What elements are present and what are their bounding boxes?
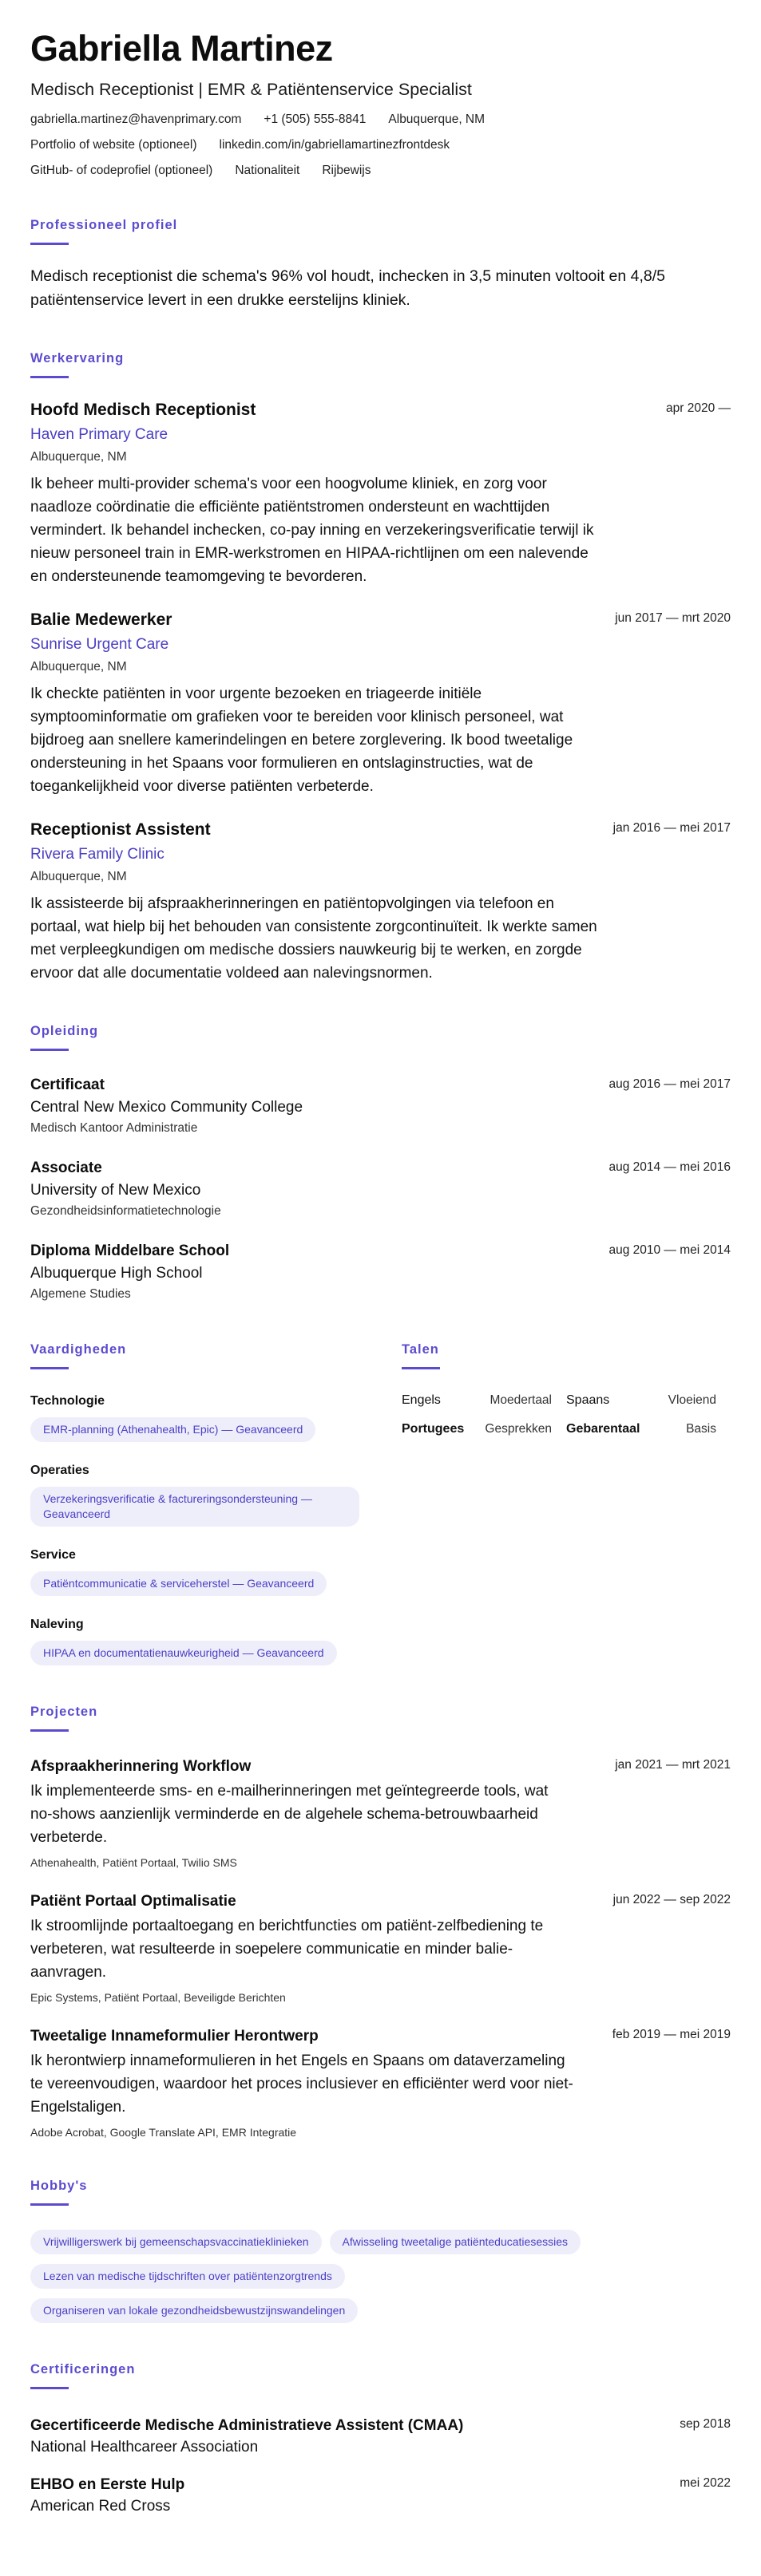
- experience-entry: [30, 609, 731, 798]
- languages-grid: [402, 1393, 731, 1436]
- skill-group: [30, 1393, 394, 1442]
- project-description: Ik herontwierp innameformulieren in het Engels en Spaans om dataverzameling te vereenvoudigen, waardoor het proces inclusiever en efficiënter werd voor niet-Engelstaligen.: [30, 2053, 573, 2116]
- section-divider: [30, 1049, 69, 1051]
- skill-tag: EMR-planning (Athenahealth, Epic) — Geavanceerd: [30, 1417, 315, 1442]
- skill-group: [30, 1617, 394, 1665]
- degree: Certificaat: [30, 1077, 105, 1093]
- certification-date: sep 2018: [680, 2417, 731, 2431]
- certification-name: Gecertificeerde Medische Administratieve Assistent (CMAA): [30, 2417, 464, 2434]
- nationality: Nationaliteit: [235, 164, 300, 177]
- portfolio-link[interactable]: Portfolio of website (optioneel): [30, 138, 197, 152]
- school: Central New Mexico Community College: [30, 1099, 303, 1116]
- certification-name: EHBO en Eerste Hulp: [30, 2476, 185, 2493]
- project-dates: jun 2022 — sep 2022: [612, 1893, 731, 1906]
- hobby-tag: Vrijwilligerswerk bij gemeenschapsvaccinatieklinieken: [30, 2230, 322, 2254]
- experience-section: [30, 350, 731, 985]
- project-name: Afspraakherinnering Workflow: [30, 1758, 252, 1775]
- language-name: Gebarentaal: [566, 1422, 640, 1436]
- section-divider: [30, 1367, 69, 1369]
- resume-header: [30, 27, 731, 179]
- project-tech: Epic Systems, Patiënt Portaal, Beveiligde Berichten: [30, 1991, 286, 2004]
- job-location: Albuquerque, NM: [30, 660, 127, 674]
- school: Albuquerque High School: [30, 1265, 203, 1282]
- hobbies-section: [30, 2178, 731, 2333]
- project-dates: jan 2021 — mrt 2021: [615, 1758, 731, 1772]
- field-of-study: Gezondheidsinformatietechnologie: [30, 1204, 221, 1218]
- education-entry: [30, 1075, 731, 1137]
- section-title: Certificeringen: [30, 2362, 136, 2376]
- employer: Haven Primary Care: [30, 426, 168, 443]
- project-description: Ik implementeerde sms- en e-mailherinneringen met geïntegreerde tools, wat no-shows aanzienlijk verminderde en de algehele schema-betrouwbaarheid verbeterde.: [30, 1783, 549, 1846]
- location: Albuquerque, NM: [388, 113, 486, 126]
- section-divider: [402, 1367, 440, 1369]
- contact-row: [30, 112, 731, 128]
- job-description: Ik checkte patiënten in voor urgente bezoeken en triageerde initiële symptoominformatie om grafieken voor te bereiden voor klinisch personeel, wat bijdroeg aan snellere kamerindelingen en betere zorglevering. Ik bood tweetalige ondersteuning in het Spaans voor formulieren en ontslaginstructies, wat de toegankelijkheid voor diverse patiënten verbeterde.: [30, 685, 573, 795]
- contact-row: [30, 163, 731, 179]
- certifications-section: [30, 2361, 731, 2517]
- summary-section: [30, 217, 731, 312]
- language-level: Vloeiend: [668, 1393, 716, 1407]
- education-dates: aug 2016 — mei 2017: [608, 1077, 731, 1091]
- skill-group: [30, 1463, 394, 1527]
- project-tech: Adobe Acrobat, Google Translate API, EMR Integratie: [30, 2126, 297, 2139]
- skill-group: [30, 1547, 394, 1596]
- contact-row: [30, 137, 731, 153]
- education-entry: [30, 1241, 731, 1303]
- experience-entry: [30, 819, 731, 985]
- job-dates: jan 2016 — mei 2017: [612, 821, 731, 835]
- job-location: Albuquerque, NM: [30, 450, 127, 464]
- project-entry: [30, 1891, 731, 2005]
- job-dates: jun 2017 — mrt 2020: [615, 611, 731, 625]
- employer: Rivera Family Clinic: [30, 846, 164, 863]
- employer: Sunrise Urgent Care: [30, 636, 169, 653]
- project-name: Patiënt Portaal Optimalisatie: [30, 1893, 236, 1910]
- job-title: Balie Medewerker: [30, 610, 172, 629]
- github-link[interactable]: GitHub- of codeprofiel (optioneel): [30, 164, 213, 177]
- job-description: Ik beheer multi-provider schema's voor een hoogvolume kliniek, en zorg voor naadloze coördinatie die efficiënte patiëntstromen ondersteunt en wachttijden vermindert. Ik behandel inchecken, co-pay inning en verzekeringsverificatie terwijl ik nieuw personeel train in EMR-werkstromen en HIPAA-richtlijnen om een nalevende en ondersteunende teamomgeving te bevorderen.: [30, 476, 594, 585]
- education-entry: [30, 1158, 731, 1220]
- section-title: Talen: [402, 1342, 439, 1357]
- certification-entry: [30, 2415, 731, 2458]
- project-dates: feb 2019 — mei 2019: [612, 2028, 731, 2041]
- job-description: Ik assisteerde bij afspraakherinneringen en patiëntopvolgingen via telefoon en portaal, wat hielp bij het behouden van consistente zorgcontinuïteit. Ik werkte samen met verpleegkundigen om medische dossiers nauwkeurig bij te werken, en zorgde ervoor dat alle documentatie voldeed aan nalevingsnormen.: [30, 895, 597, 982]
- hobby-list: [30, 2230, 653, 2333]
- candidate-name: Gabriella Martinez: [30, 28, 333, 69]
- language-name: Engels: [402, 1393, 441, 1407]
- project-name: Tweetalige Innameformulier Herontwerp: [30, 2028, 319, 2045]
- projects-section: [30, 1704, 731, 2139]
- section-divider: [30, 2203, 69, 2206]
- education-dates: aug 2014 — mei 2016: [608, 1160, 731, 1174]
- job-title: Receptionist Assistent: [30, 820, 211, 839]
- skill-category: Technologie: [30, 1394, 105, 1408]
- experience-entry: [30, 399, 731, 588]
- school: University of New Mexico: [30, 1182, 201, 1199]
- headline: Medisch Receptionist | EMR & Patiëntenservice Specialist: [30, 80, 472, 99]
- language-level: Gesprekken: [485, 1422, 552, 1436]
- education-dates: aug 2010 — mei 2014: [608, 1243, 731, 1257]
- section-title: Vaardigheden: [30, 1342, 127, 1357]
- language-name: Spaans: [566, 1393, 610, 1407]
- section-divider: [30, 1729, 69, 1732]
- phone-number[interactable]: +1 (505) 555-8841: [264, 113, 367, 126]
- degree: Associate: [30, 1160, 102, 1176]
- job-location: Albuquerque, NM: [30, 870, 127, 883]
- section-title: Professioneel profiel: [30, 218, 178, 232]
- language-level: Basis: [686, 1422, 716, 1436]
- project-entry: [30, 1756, 731, 1870]
- job-dates: apr 2020 —: [666, 401, 731, 415]
- section-title: Werkervaring: [30, 351, 125, 365]
- skills-section: [30, 1341, 394, 1665]
- field-of-study: Medisch Kantoor Administratie: [30, 1121, 198, 1135]
- skill-category: Operaties: [30, 1464, 89, 1477]
- language-name: Portugees: [402, 1422, 465, 1436]
- skill-tag: Verzekeringsverificatie & factureringsondersteuning — Geavanceerd: [30, 1487, 359, 1527]
- section-title: Opleiding: [30, 1024, 99, 1038]
- education-section: [30, 1023, 731, 1303]
- section-divider: [30, 2387, 69, 2389]
- skill-tag: HIPAA en documentatienauwkeurigheid — Geavanceerd: [30, 1641, 337, 1665]
- skill-category: Service: [30, 1548, 76, 1562]
- hobby-tag: Organiseren van lokale gezondheidsbewustzijnswandelingen: [30, 2298, 358, 2323]
- project-tech: Athenahealth, Patiënt Portaal, Twilio SMS: [30, 1856, 237, 1869]
- certification-issuer: American Red Cross: [30, 2498, 171, 2515]
- hobby-tag: Lezen van medische tijdschriften over patiëntenzorgtrends: [30, 2264, 345, 2289]
- email-link[interactable]: gabriella.martinez@havenprimary.com: [30, 113, 242, 126]
- skill-tag: Patiëntcommunicatie & serviceherstel — Geavanceerd: [30, 1571, 327, 1596]
- hobby-tag: Afwisseling tweetalige patiënteducatiesessies: [330, 2230, 581, 2254]
- project-entry: [30, 2025, 731, 2139]
- certification-entry: [30, 2474, 731, 2517]
- section-title: Hobby's: [30, 2179, 88, 2193]
- field-of-study: Algemene Studies: [30, 1287, 131, 1301]
- job-title: Hoofd Medisch Receptionist: [30, 401, 256, 419]
- section-divider: [30, 243, 69, 245]
- drivers-license: Rijbewijs: [322, 164, 371, 177]
- languages-section: [394, 1341, 731, 1665]
- certification-issuer: National Healthcareer Association: [30, 2439, 259, 2455]
- section-divider: [30, 376, 69, 378]
- linkedin-link[interactable]: linkedin.com/in/gabriellamartinezfrontdesk: [219, 138, 450, 152]
- certification-date: mei 2022: [680, 2476, 731, 2490]
- skills-languages-row: [30, 1341, 731, 1665]
- language-level: Moedertaal: [489, 1393, 552, 1407]
- summary-text: Medisch receptionist die schema's 96% vol houdt, inchecken in 3,5 minuten voltooit en 4,8/5 patiëntenservice levert in een drukke eerstelijns kliniek.: [30, 267, 666, 309]
- skill-category: Naleving: [30, 1618, 84, 1631]
- project-description: Ik stroomlijnde portaaltoegang en berichtfuncties om patiënt-zelfbediening te verbeteren, wat resulteerde in soepelere communicatie en minder balie-aanvragen.: [30, 1918, 544, 1981]
- degree: Diploma Middelbare School: [30, 1243, 230, 1259]
- section-title: Projecten: [30, 1705, 98, 1719]
